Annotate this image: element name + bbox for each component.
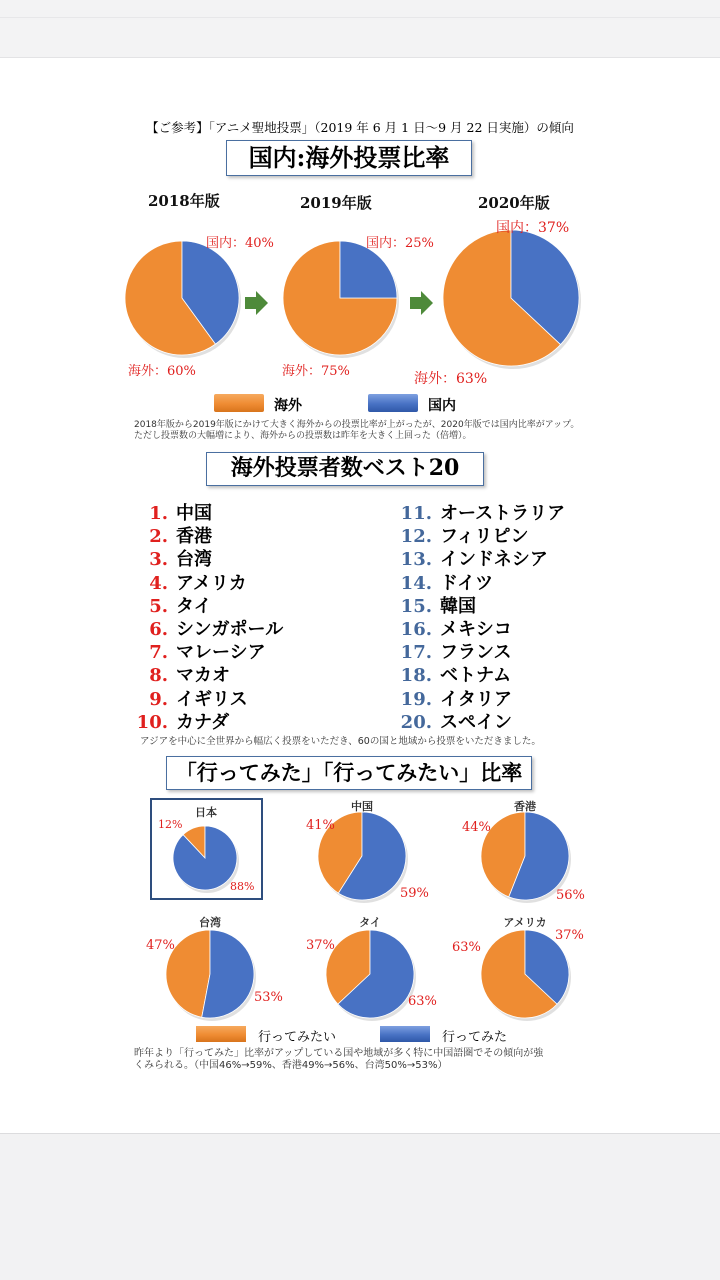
rank-number: 17. bbox=[400, 642, 432, 664]
y2020-overseas-label: 海外：63% bbox=[414, 371, 488, 387]
year-2019-label: 2019年版 bbox=[300, 194, 372, 212]
y2020-domestic-label: 国内：37% bbox=[496, 220, 570, 236]
rank-country: ベトナム bbox=[440, 665, 512, 687]
rank-number: 15. bbox=[400, 595, 432, 617]
region-been-pct-6: 37% bbox=[555, 928, 584, 943]
rank-country: 中国 bbox=[176, 503, 212, 524]
rank-right-row-9 bbox=[398, 685, 512, 711]
document-sheet bbox=[0, 58, 720, 1134]
section3-note-line2: くみられる。（中国46%→59%、香港49%→56%、台湾50%→53%） bbox=[134, 1060, 448, 1071]
rank-left-row-3 bbox=[132, 545, 212, 571]
y2018-overseas-label: 海外：60% bbox=[128, 364, 196, 379]
region-been-pct-1: 88% bbox=[230, 880, 255, 893]
rank-number: 19. bbox=[400, 688, 432, 710]
region-name-3: 香港 bbox=[514, 800, 536, 813]
rank-country: アメリカ bbox=[176, 572, 247, 594]
rank-country: フランス bbox=[440, 642, 512, 664]
region-been-pct-3: 56% bbox=[556, 888, 585, 903]
rank-country: シンガポール bbox=[176, 619, 284, 640]
rank-right-row-2 bbox=[398, 522, 529, 548]
header-note: 【ご参考】「アニメ聖地投票」（2019 年 6 月 1 日～9 月 22 日実施）の傾向 bbox=[146, 120, 574, 135]
section2-note: アジアを中心に全世界から幅広く投票をいただき、60の国と地域から投票をいただきました。 bbox=[140, 736, 541, 747]
rank-country: メキシコ bbox=[440, 619, 512, 640]
rank-country: カナダ bbox=[176, 711, 230, 733]
rank-left-row-4 bbox=[132, 569, 247, 595]
legend-been-swatch bbox=[380, 1026, 430, 1042]
rank-left-row-9 bbox=[132, 685, 248, 711]
rank-number: 10. bbox=[136, 711, 168, 733]
rank-left-row-1 bbox=[132, 499, 212, 525]
region-want-pct-1: 12% bbox=[158, 818, 183, 831]
arrow-right-icon bbox=[410, 291, 433, 315]
rank-country: マレーシア bbox=[176, 642, 266, 664]
region-want-pct-6: 63% bbox=[452, 940, 481, 955]
legend-want-label: 行ってみたい bbox=[258, 1030, 337, 1045]
rank-number: 6. bbox=[149, 619, 168, 640]
rank-right-row-10 bbox=[398, 708, 512, 734]
year-2018-label: 2018年版 bbox=[148, 192, 220, 210]
rank-number: 7. bbox=[149, 642, 168, 664]
rank-number: 1. bbox=[149, 503, 168, 524]
region-name-5: タイ bbox=[359, 916, 381, 929]
rank-number: 3. bbox=[149, 549, 168, 571]
rank-left-row-2 bbox=[132, 522, 212, 548]
rank-country: オーストラリア bbox=[440, 503, 566, 524]
rank-right-row-8 bbox=[398, 661, 511, 687]
rank-left-row-10 bbox=[132, 708, 229, 734]
rank-country: 香港 bbox=[176, 526, 212, 548]
rank-country: ドイツ bbox=[440, 572, 494, 594]
rank-left-row-6 bbox=[132, 615, 283, 641]
rank-number: 13. bbox=[400, 549, 432, 571]
rank-country: 台湾 bbox=[176, 549, 212, 571]
legend-domestic-label: 国内 bbox=[428, 398, 456, 414]
browser-top-bar bbox=[0, 0, 720, 58]
arrow-right-icon bbox=[245, 291, 268, 315]
rank-number: 4. bbox=[149, 572, 168, 594]
year-2020-label: 2020年版 bbox=[478, 194, 550, 212]
rank-left-row-7 bbox=[132, 638, 266, 664]
rank-country: スペイン bbox=[440, 711, 512, 733]
rank-number: 18. bbox=[400, 665, 432, 687]
rank-right-row-4 bbox=[398, 569, 493, 595]
section1-title: 国内:海外投票比率 bbox=[226, 140, 472, 176]
region-name-6: アメリカ bbox=[503, 916, 547, 929]
y2019-overseas-label: 海外：75% bbox=[282, 364, 350, 379]
section2-title: 海外投票者数ベスト20 bbox=[206, 452, 484, 486]
rank-right-row-1 bbox=[398, 499, 565, 525]
rank-country: インドネシア bbox=[440, 549, 548, 571]
legend-been-label: 行ってみた bbox=[442, 1030, 508, 1045]
region-want-pct-3: 44% bbox=[462, 820, 491, 835]
region-name-4: 台湾 bbox=[199, 916, 221, 929]
rank-number: 8. bbox=[149, 665, 168, 687]
section1-note: 2018年版から2019年版にかけて大きく海外からの投票比率が上がったが、2020年版では国内比率がアップ。ただし投票数の大幅増により、海外からの投票数は昨年を大きく上回った（倍増）。 bbox=[134, 420, 580, 441]
legend-domestic-swatch bbox=[368, 394, 418, 412]
rank-number: 16. bbox=[400, 619, 432, 640]
rank-number: 5. bbox=[149, 595, 168, 617]
rank-left-row-5 bbox=[132, 592, 212, 618]
rank-right-row-6 bbox=[398, 615, 512, 641]
region-want-pct-5: 37% bbox=[306, 938, 335, 953]
region-been-pct-5: 63% bbox=[408, 994, 437, 1009]
rank-number: 14. bbox=[400, 572, 432, 594]
region-want-pct-2: 41% bbox=[306, 818, 335, 833]
region-want-pct-4: 47% bbox=[146, 938, 175, 953]
rank-country: 韓国 bbox=[440, 595, 476, 617]
section3-title: 「行ってみた」「行ってみたい」比率 bbox=[166, 756, 532, 790]
y2018-domestic-label: 国内：40% bbox=[206, 236, 274, 251]
legend-want-swatch bbox=[196, 1026, 246, 1042]
legend-overseas-swatch bbox=[214, 394, 264, 412]
region-name-1: 日本 bbox=[195, 806, 217, 819]
rank-country: タイ bbox=[176, 595, 212, 617]
rank-right-row-5 bbox=[398, 592, 476, 618]
region-been-pct-2: 59% bbox=[400, 886, 429, 901]
legend-overseas-label: 海外 bbox=[274, 398, 302, 414]
y2019-domestic-label: 国内：25% bbox=[366, 236, 434, 251]
section3-note-line1: 昨年より「行ってみた」比率がアップしている国や地域が多く特に中国語圏でその傾向が強 bbox=[134, 1048, 544, 1059]
rank-number: 11. bbox=[400, 503, 432, 524]
region-name-2: 中国 bbox=[351, 800, 373, 813]
rank-country: イタリア bbox=[440, 688, 512, 710]
region-been-pct-4: 53% bbox=[254, 990, 283, 1005]
pie-charts-canvas bbox=[0, 58, 720, 1134]
rank-left-row-8 bbox=[132, 661, 230, 687]
top-divider bbox=[0, 17, 720, 18]
rank-number: 20. bbox=[400, 711, 432, 733]
rank-number: 9. bbox=[149, 688, 168, 710]
share-pies-group bbox=[125, 230, 581, 369]
rank-country: マカオ bbox=[176, 665, 230, 687]
rank-number: 2. bbox=[149, 526, 168, 548]
rank-country: イギリス bbox=[176, 688, 248, 710]
rank-right-row-7 bbox=[398, 638, 511, 664]
rank-number: 12. bbox=[400, 526, 432, 548]
rank-right-row-3 bbox=[398, 545, 548, 571]
rank-country: フィリピン bbox=[440, 526, 529, 548]
